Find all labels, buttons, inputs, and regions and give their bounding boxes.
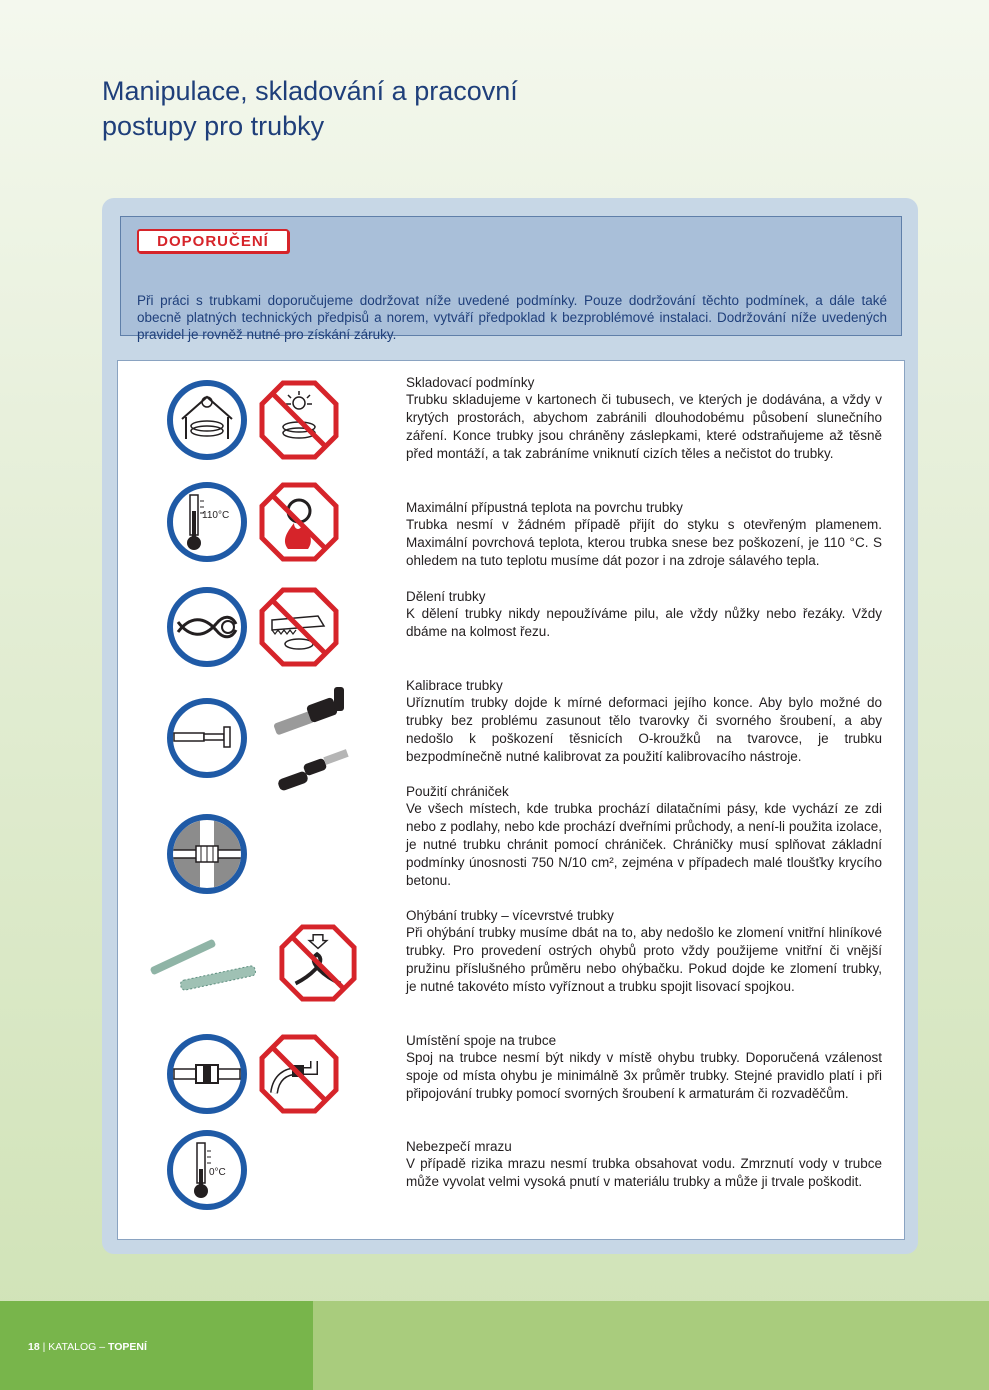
temp-max-label: 110°C — [202, 510, 230, 521]
section-sleeves — [406, 783, 882, 890]
joint-allowed-icon — [166, 1033, 248, 1115]
section-body: Trubku skladujeme v kartonech či tubusech, ve kterých je dodávána, a vždy v krytých prostorách, abychom zabránili dlouhodobému působení slunečního záření. Konce trubky jsou chráněny záslepkami, které odstraňujeme až těsně před montáží, a tak zabráníme vniknutí cizích těles a nečistot do trubky. — [406, 392, 882, 461]
section-heading: Skladovací podmínky — [406, 375, 535, 390]
storage-forbidden-icon — [258, 379, 340, 461]
bend-forbidden-icon — [278, 923, 358, 1003]
section-body: Při ohýbání trubky musíme dbát na to, aby nedošlo ke zlomení vnitřní hliníkové trubky. Pro provedení ostrých ohybů proto vždy použijeme vnitřní či vnější pružinu příslušného průměru nebo ohýbačku. Pokud dojde ke zlomení trubky, je nutné takovéto místo vyříznout a trubku spojit lisovací spojkou. — [406, 925, 882, 994]
page-title-line1: Manipulace, skladování a pracovní — [102, 76, 518, 106]
saw-forbidden-icon — [258, 586, 340, 668]
section-storage — [406, 374, 882, 463]
footer-separator: | — [42, 1341, 46, 1353]
section-heading: Umístění spoje na trubce — [406, 1033, 557, 1048]
section-calibration — [406, 677, 882, 766]
calibration-allowed-icon — [166, 697, 248, 779]
footer-page-label — [28, 1341, 147, 1353]
flame-forbidden-icon — [258, 481, 340, 563]
section-body: K dělení trubky nikdy nepoužíváme pilu, ale vždy nůžky nebo řezáky. Vždy dbáme na kolmost řezu. — [406, 606, 882, 639]
section-max-temperature — [406, 499, 882, 570]
recommendation-badge: DOPORUČENÍ — [137, 229, 289, 253]
section-cutting — [406, 588, 882, 641]
sleeve-allowed-icon — [166, 813, 248, 895]
section-heading: Maximální přípustná teplota na povrchu trubky — [406, 500, 683, 515]
frost-thermometer-icon — [166, 1129, 248, 1211]
cutter-allowed-icon — [166, 586, 248, 668]
section-body: Spoj na trubce nesmí být nikdy v místě ohybu trubky. Doporučená vzálenost spoje od místa ohybu je minimálně 3x průměr trubky. Stejné pravidlo platí i při připojování trubky pomocí svorných šroubení k armaturám či rozvaděčům. — [406, 1050, 882, 1101]
footer-section: TOPENÍ — [107, 1341, 147, 1353]
section-heading: Ohýbání trubky – vícevrstvé trubky — [406, 908, 614, 923]
section-heading: Nebezpečí mrazu — [406, 1139, 512, 1154]
page-title — [102, 74, 518, 144]
content-panel — [102, 198, 918, 1254]
section-joint-placement — [406, 1032, 882, 1103]
calibration-tool-icon — [268, 683, 368, 793]
page-number: 18 — [28, 1341, 40, 1353]
section-body: Trubka nesmí v žádném případě přijít do styku s otevřeným plamenem. Maximální povrchová teplota, kterou trubka snese bez poškození, je 110 °C. S ohledem na tuto teplotu musíme dát pozor i na zdroje sálavého tepla. — [406, 517, 882, 568]
rules-box — [117, 360, 905, 1240]
footer-bar-light — [313, 1301, 989, 1390]
page-title-line2: postupy pro trubky — [102, 111, 325, 141]
section-frost — [406, 1138, 882, 1191]
section-heading: Použití chrániček — [406, 784, 509, 799]
section-heading: Dělení trubky — [406, 589, 486, 604]
storage-allowed-icon — [166, 379, 248, 461]
bending-spring-icon — [140, 933, 260, 1003]
section-body: Uříznutím trubky dojde k mírné deformaci jejího konce. Aby bylo možné do trubky bez problému zasunout tělo tvarovky či svorného šroubení, a aby nedošlo k poškození těsnicích O-kroužků na tvarovce, je trubku bezpodmínečně nutné kalibrovat za použití kalibrovacího nástroje. — [406, 695, 882, 764]
recommendation-box — [120, 216, 902, 342]
section-body: Ve všech místech, kde trubka prochází dilatačními pásy, kde vychází ze zdi nebo z podlahy, nebo kde prochází dveřními průchody, a není-li použita izolace, je nutné trubku chránit pomocí chrániček. Chráničky musí splňovat základní podmínky únosnosti 750 N/10 cm², zejména v případech malé tloušťky krycího betonu. — [406, 801, 882, 888]
thermometer-icon — [166, 481, 248, 563]
joint-forbidden-icon — [258, 1033, 340, 1115]
section-bending — [406, 907, 882, 996]
footer-catalog: KATALOG – — [48, 1341, 106, 1353]
section-heading: Kalibrace trubky — [406, 678, 503, 693]
temp-frost-label: 0°C — [209, 1167, 226, 1178]
recommendation-text: Při práci s trubkami doporučujeme dodržovat níže uvedené podmínky. Pouze dodržování těchto podmínek, a dále také obecně platných technických předpisů a norem, vytváří předpoklad k bezproblémové instalaci. Dodržování níže uvedených pravidel je rovněž nutné pro získání záruky. — [137, 293, 887, 342]
section-body: V případě rizika mrazu nesmí trubka obsahovat vodu. Zmrznutí vody v trubce může vyvolat velmi vysoká pnutí v materiálu trubky a může ji trvale poškodit. — [406, 1156, 882, 1189]
